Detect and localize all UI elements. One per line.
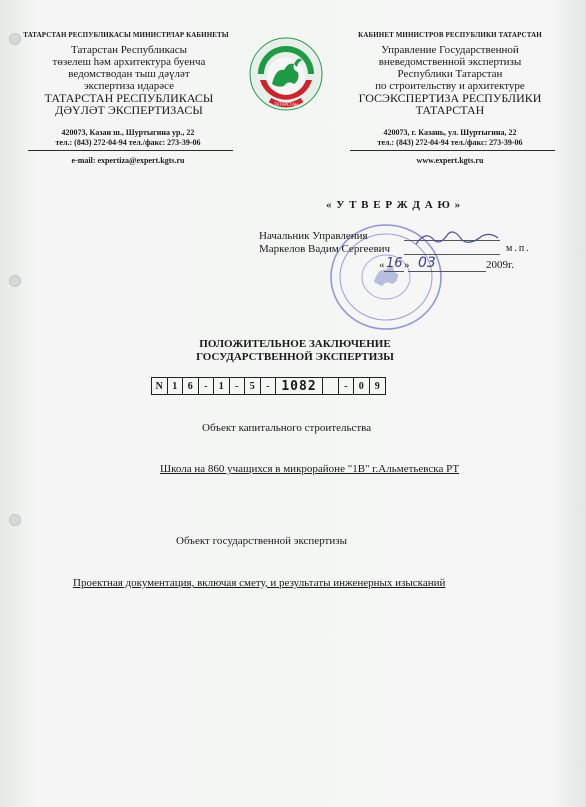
left-header-line: ДӘҮЛӘТ ЭКСПЕРТИЗАСЫ [55,103,203,117]
number-cell: - [339,378,355,394]
number-cell: - [230,378,246,394]
right-header-line: вневедомственной экспертизы [378,56,522,68]
conclusion-title-line-1: ПОЛОЖИТЕЛЬНОЕ ЗАКЛЮЧЕНИЕ [199,338,391,350]
number-cell: 0 [354,378,370,394]
tatarstan-emblem-icon [248,34,324,118]
approver-position: Начальник Управления [259,230,368,242]
approval-title: « У Т В Е Р Ж Д А Ю » [326,199,462,211]
number-cell: 5 [245,378,261,394]
right-divider [350,150,555,151]
number-cell: - [199,378,215,394]
expertise-object-label: Объект государственной экспертизы [176,535,347,547]
left-header-line: ведомстводан тыш дәүләт [68,68,190,80]
construction-object-value: Школа на 860 учащихся в микрорайоне "1В" г.Альметьевска РТ [160,463,460,475]
date-day-line [384,271,404,272]
approver-name: Маркелов Вадим Сергеевич [259,243,391,255]
construction-object-label: Объект капитального строительства [202,422,372,434]
date-close-quote: » [404,259,410,271]
number-cell: 6 [183,378,199,394]
left-email: e-mail: expertiza@expert.kgts.ru [71,156,185,165]
approval-month: 03 [418,255,436,271]
conclusion-title-line-2: ГОСУДАРСТВЕННОЙ ЭКСПЕРТИЗЫ [196,351,394,363]
conclusion-number-grid [151,377,386,395]
right-phone: тел.: (843) 272-04-94 тел./факс: 273-39-06 [377,138,523,147]
date-month-line [408,271,486,272]
left-header-top: ТАТАРСТАН РЕСПУБЛИКАСЫ МИНИСТРЛАР КАБИНЕТЫ [23,31,229,39]
number-cell: 1 [168,378,184,394]
right-header-line: Республики Татарстан [397,68,503,80]
punch-hole [9,33,21,45]
right-address: 420073, г. Казань, ул. Шуртыгина, 22 [383,128,517,137]
left-divider [28,150,233,151]
signature-icon [412,226,502,250]
number-cell: N [152,378,168,394]
date-open-quote: « [379,259,385,271]
right-header-line: по строительству и архитектуре [375,80,525,92]
left-header-line: экспертиза идарәсе [83,80,175,92]
right-header-line: ТАТАРСТАН [415,103,485,117]
right-header-line: ГОСЭКСПЕРТИЗА РЕСПУБЛИКИ [358,91,542,105]
number-cell [323,378,339,394]
right-header-line: Управление Государственной [381,44,519,56]
right-website: www.expert.kgts.ru [416,156,484,165]
approval-year: 2009г. [486,259,515,271]
left-phone: тел.: (843) 272-04-94 тел./факс: 273-39-06 [55,138,201,147]
punch-hole [9,514,21,526]
punch-hole [9,275,21,287]
approval-day: 16 [386,256,403,271]
number-cell: - [261,378,277,394]
left-address: 420073, Казан ш., Шуртыгина ур., 22 [61,128,195,137]
number-cell: 1082 [276,378,323,394]
expertise-object-value: Проектная документация, включая смету, и результаты инженерных изысканий [73,577,446,589]
right-header-top: КАБИНЕТ МИНИСТРОВ РЕСПУБЛИКИ ТАТАРСТАН [358,31,542,39]
number-cell: 9 [374,380,380,392]
left-header-line: төзелеш һәм архитектура буенча [52,56,206,68]
number-cell: 1 [214,378,230,394]
emblem-text: ТАТАРСТАН [274,102,298,107]
stamp-place-label: м.п. [506,243,531,254]
left-header-line: ТАТАРСТАН РЕСПУБЛИКАСЫ [44,91,214,105]
left-header-line: Татарстан Республикасы [71,44,187,56]
